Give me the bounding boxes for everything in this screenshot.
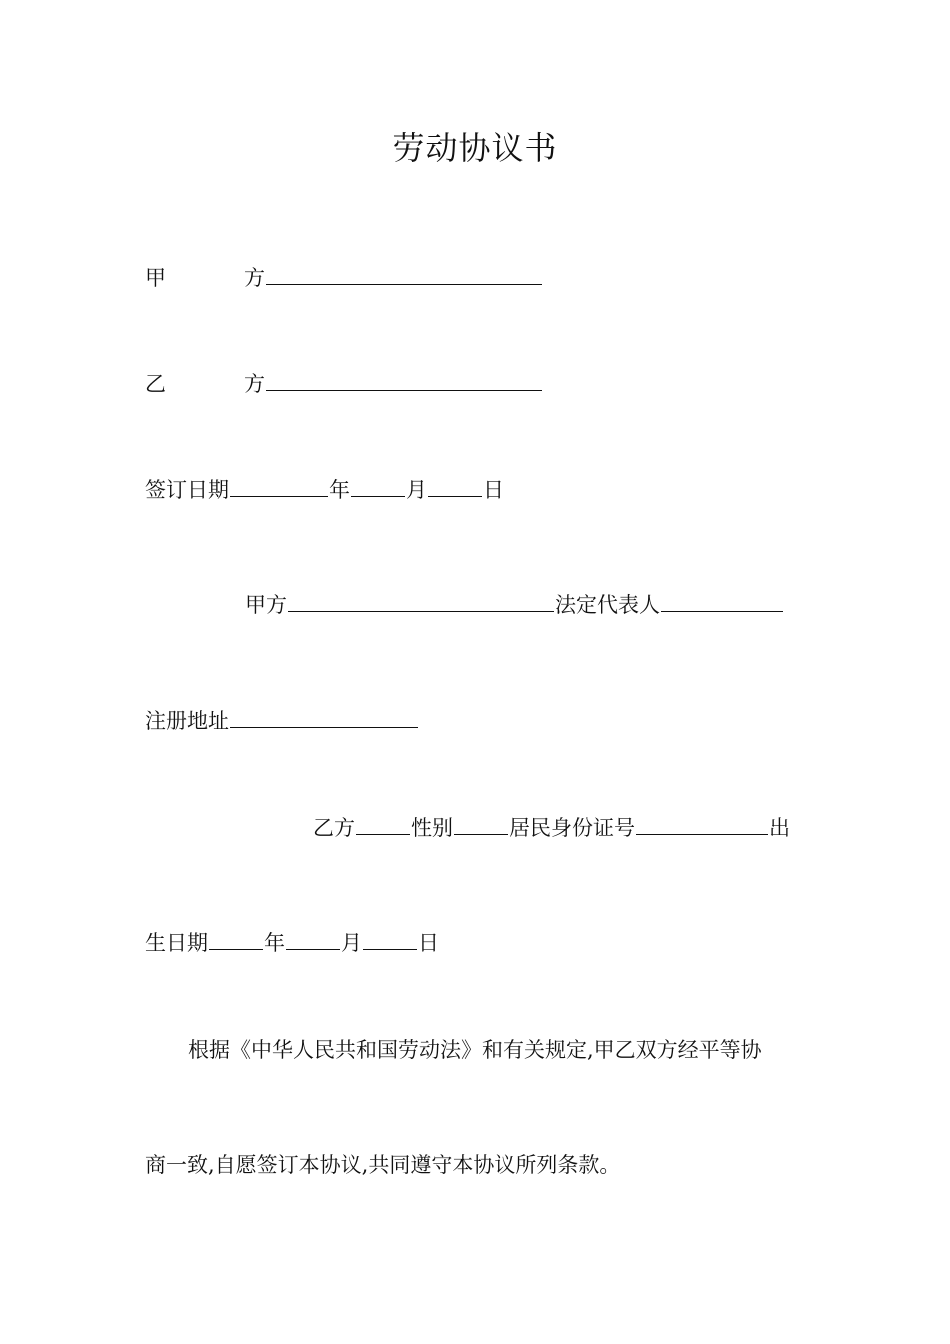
sign-month-blank[interactable]: [351, 474, 405, 497]
sign-date-label: 签订日期: [145, 478, 229, 502]
id-number-label: 居民身份证号: [509, 816, 635, 840]
party-a-right-char: 方: [244, 266, 265, 290]
birth-year-label: 年: [264, 931, 285, 955]
gender-label: 性别: [411, 816, 453, 840]
paragraph-line-2: 商一致,自愿签订本协议,共同遵守本协议所列条款。: [145, 1153, 621, 1177]
party-b-blank[interactable]: [266, 368, 542, 391]
party-a-line: [145, 262, 543, 293]
party-a-detail-label: 甲方: [245, 593, 287, 617]
birth-date-line: [145, 927, 439, 958]
document-title: 劳动协议书: [392, 129, 558, 167]
party-b-line: [145, 368, 543, 399]
birth-prefix: 出: [769, 816, 790, 840]
party-b-detail-label: 乙方: [313, 816, 355, 840]
address-blank[interactable]: [230, 705, 418, 728]
birth-month-blank[interactable]: [286, 927, 340, 950]
sign-year-blank[interactable]: [230, 474, 328, 497]
sign-day-label: 日: [483, 478, 504, 502]
party-a-left-char: 甲: [145, 266, 166, 290]
address-line: [145, 705, 419, 736]
sign-month-label: 月: [406, 478, 427, 502]
legal-rep-blank[interactable]: [661, 589, 783, 612]
party-a-name-blank[interactable]: [288, 589, 554, 612]
party-b-left-char: 乙: [145, 372, 166, 396]
party-a-detail-line: [245, 589, 784, 620]
party-b-right-char: 方: [244, 372, 265, 396]
party-b-detail-line: [313, 812, 790, 843]
birth-day-label: 日: [418, 931, 439, 955]
sign-day-blank[interactable]: [428, 474, 482, 497]
sign-year-label: 年: [329, 478, 350, 502]
birth-day-blank[interactable]: [363, 927, 417, 950]
id-number-blank[interactable]: [636, 812, 768, 835]
address-label: 注册地址: [145, 709, 229, 733]
sign-date-line: [145, 474, 504, 505]
birth-month-label: 月: [341, 931, 362, 955]
birth-date-label: 生日期: [145, 931, 208, 955]
gender-blank[interactable]: [454, 812, 508, 835]
party-b-name-blank[interactable]: [356, 812, 410, 835]
legal-rep-label: 法定代表人: [555, 593, 660, 617]
party-a-blank[interactable]: [266, 262, 542, 285]
birth-year-blank[interactable]: [209, 927, 263, 950]
paragraph-line-1: 根据《中华人民共和国劳动法》和有关规定,甲乙双方经平等协: [188, 1038, 762, 1062]
